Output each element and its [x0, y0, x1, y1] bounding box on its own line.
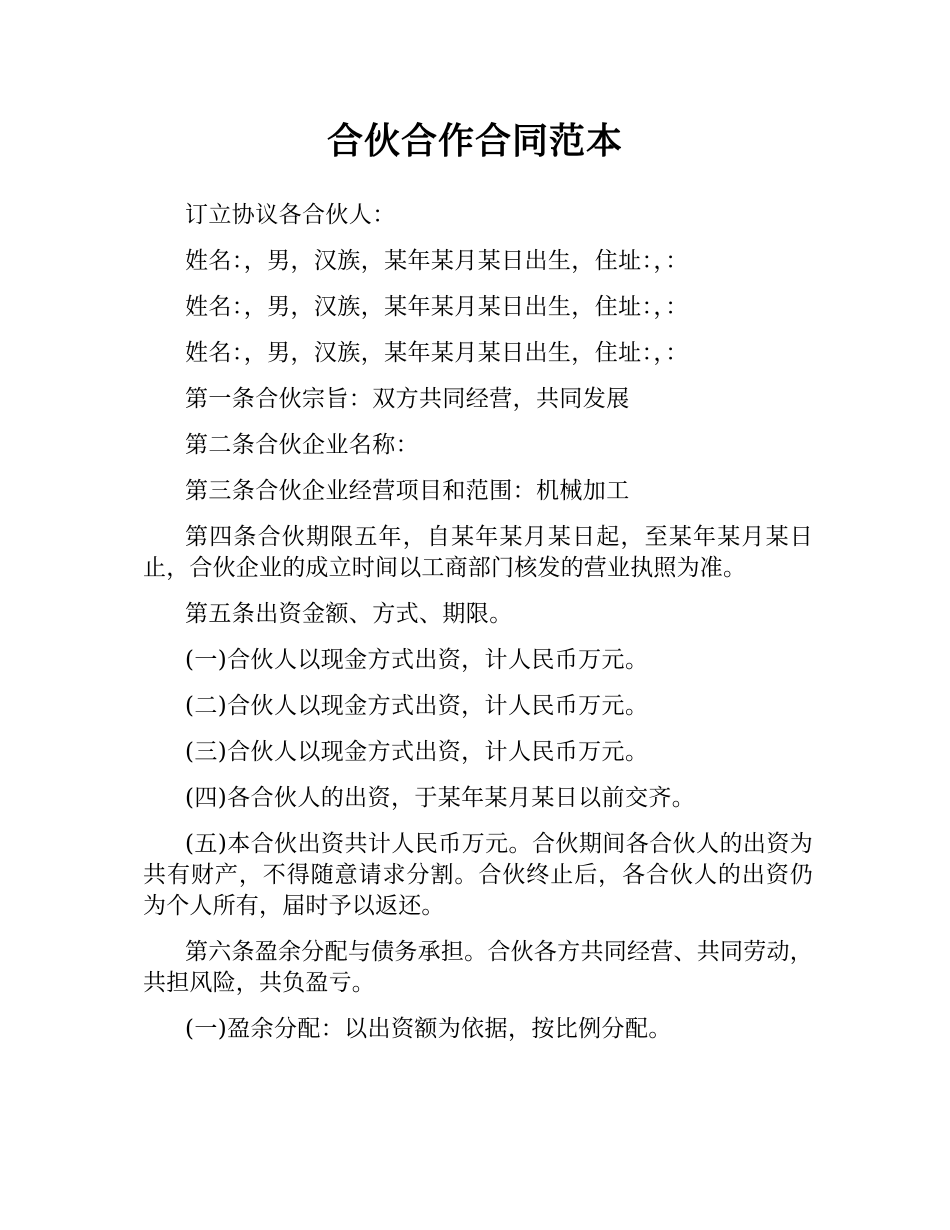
paragraph-article-3: 第三条合伙企业经营项目和范围：机械加工 [185, 478, 630, 504]
paragraph-article-5-item-2: (二)合伙人以现金方式出资，计人民币万元。 [185, 693, 649, 719]
paragraph-article-5-item-3: (三)合伙人以现金方式出资，计人民币万元。 [185, 739, 649, 765]
paragraph-parties-intro: 订立协议各合伙人： [185, 202, 396, 228]
paragraph-partner-3: 姓名：，男，汉族，某年某月某日出生，住址：，： [185, 340, 689, 366]
document-title: 合伙合作合同范本 [326, 121, 623, 162]
paragraph-article-5-item-4: (四)各合伙人的出资，于某年某月某日以前交齐。 [185, 785, 696, 811]
paragraph-article-5-item-1: (一)合伙人以现金方式出资，计人民币万元。 [185, 647, 649, 673]
paragraph-article-6-item-1: (一)盈余分配：以出资额为依据，按比例分配。 [185, 1016, 672, 1042]
paragraph-article-5: 第五条出资金额、方式、期限。 [185, 601, 513, 627]
paragraph-article-5-item-5: (五)本合伙出资共计人民币万元。合伙期间各合伙人的出资为共有财产，不得随意请求分割。合伙终止后，各合伙人的出资仍为个人所有，届时予以返还。 [143, 831, 813, 919]
paragraph-partner-1: 姓名：，男，汉族，某年某月某日出生，住址：，： [185, 248, 689, 274]
paragraph-article-6: 第六条盈余分配与债务承担。合伙各方共同经营、共同劳动，共担风险，共负盈亏。 [143, 939, 813, 996]
paragraph-article-1: 第一条合伙宗旨：双方共同经营，共同发展 [185, 386, 630, 412]
paragraph-partner-2: 姓名：，男，汉族，某年某月某日出生，住址：，： [185, 294, 689, 320]
paragraph-article-4: 第四条合伙期限五年，自某年某月某日起，至某年某月某日止，合伙企业的成立时间以工商部门核发的营业执照为准。 [143, 524, 813, 581]
paragraph-article-2: 第二条合伙企业名称： [185, 432, 419, 458]
document-body [143, 200, 813, 1060]
